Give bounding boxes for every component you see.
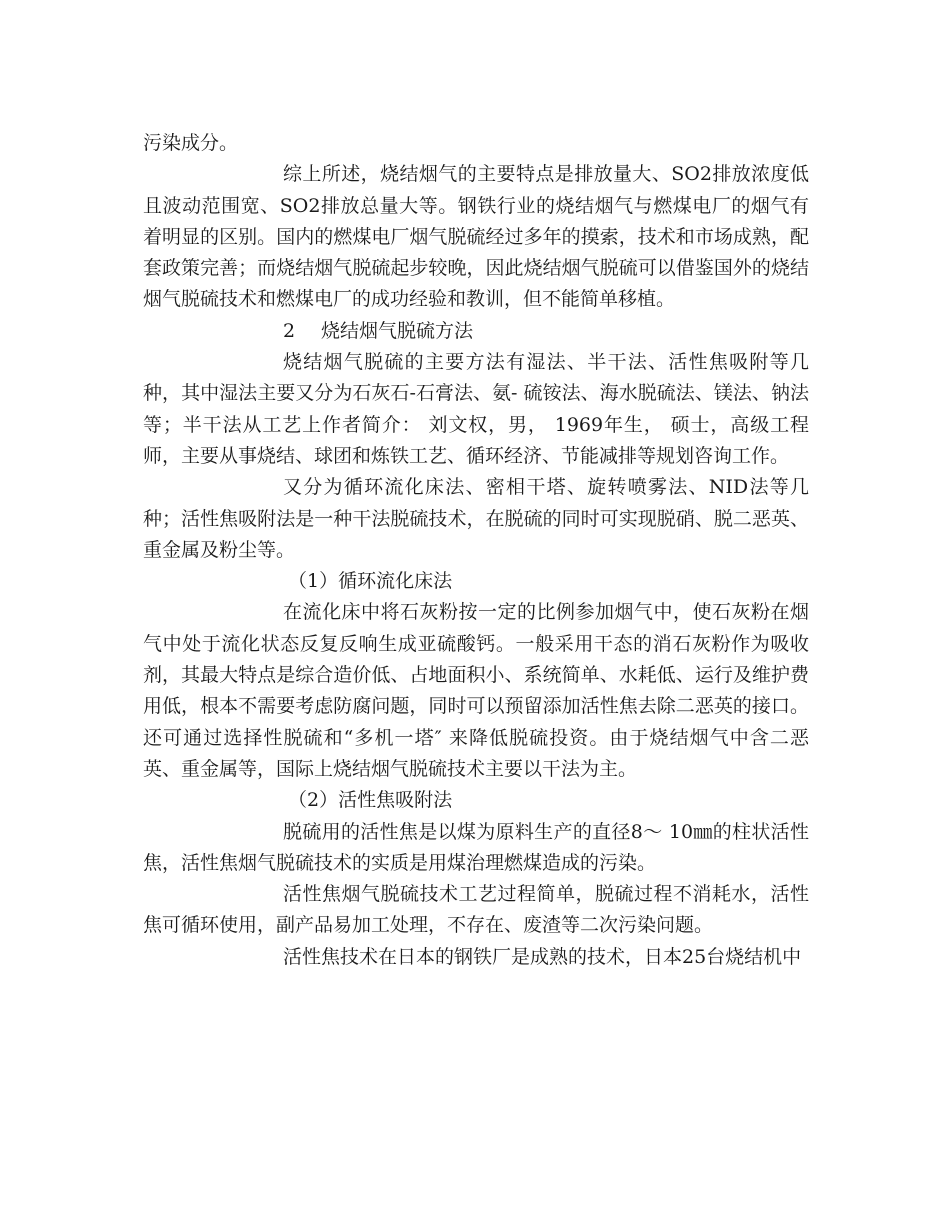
paragraph-cfb: 在流化床中将石灰粉按一定的比例参加烟气中，使石灰粉在烟气中处于流化状态反复反响生成亚硫酸钙。一般采用干态的消石灰粉作为吸收剂，其最大特点是综合造价低、占地面积小、系统简单、水耗低、运行及维护费用低，根本不需要考虑防腐问题，同时可以预留添加活性焦去除二恶英的接口。还可通过选择性脱硫和“多机一塔″ 来降低脱硫投资。由于烧结烟气中含二恶英、重金属等，国际上烧结烟气脱硫技术主要以干法为主。 — [143, 601, 809, 780]
subsection-heading-activated-coke: （2）活性焦吸附法 — [288, 789, 453, 812]
paragraph-semidry: 又分为循环流化床法、密相干塔、旋转喷雾法、NID法等几种；活性焦吸附法是一种干法脱硫技术，在脱硫的同时可实现脱硝、脱二恶英、重金属及粉尘等。 — [143, 476, 809, 561]
paragraph-activated-coke-process: 活性焦烟气脱硫技术工艺过程简单，脱硫过程不消耗水，活性焦可循环使用，副产品易加工处理，不存在、废渣等二次污染问题。 — [143, 883, 809, 937]
section-title: 烧结烟气脱硫方法 — [321, 319, 474, 342]
section-number: 2 — [283, 319, 296, 342]
document-body — [143, 128, 809, 973]
paragraph-activated-coke-intro: 脱硫用的活性焦是以煤为原料生产的直径8～ 10㎜的柱状活性焦，活性焦烟气脱硫技术的实质是用煤治理燃煤造成的污染。 — [143, 820, 809, 874]
section-heading — [143, 316, 809, 347]
subsection-heading-cfb: （1）循环流化床法 — [288, 570, 453, 593]
paragraph-summary: 综上所述，烧结烟气的主要特点是排放量大、SO2排放浓度低且波动范围宽、SO2排放总量大等。钢铁行业的烧结烟气与燃煤电厂的烟气有着明显的区别。国内的燃煤电厂烟气脱硫经过多年的摸索，技术和市场成熟，配套政策完善；而烧结烟气脱硫起步较晚，因此烧结烟气脱硫可以借鉴国外的烧结烟气脱硫技术和燃煤电厂的成功经验和教训，但不能简单移植。 — [143, 163, 809, 311]
paragraph-continuation: 污染成分。 — [143, 132, 239, 154]
paragraph-activated-coke-japan: 活性焦技术在日本的钢铁厂是成熟的技术，日本25台烧结机中 — [283, 945, 802, 968]
paragraph-methods: 烧结烟气脱硫的主要方法有湿法、半干法、活性焦吸附等几种，其中湿法主要又分为石灰石-石膏法、氨- 硫铵法、海水脱硫法、镁法、钠法等；半干法从工艺上作者简介： 刘文权，男， 1969年生， 硕士，高级工程师，主要从事烧结、球团和炼铁工艺、循环经济、节能减排等规划咨询工作。 — [143, 351, 809, 467]
